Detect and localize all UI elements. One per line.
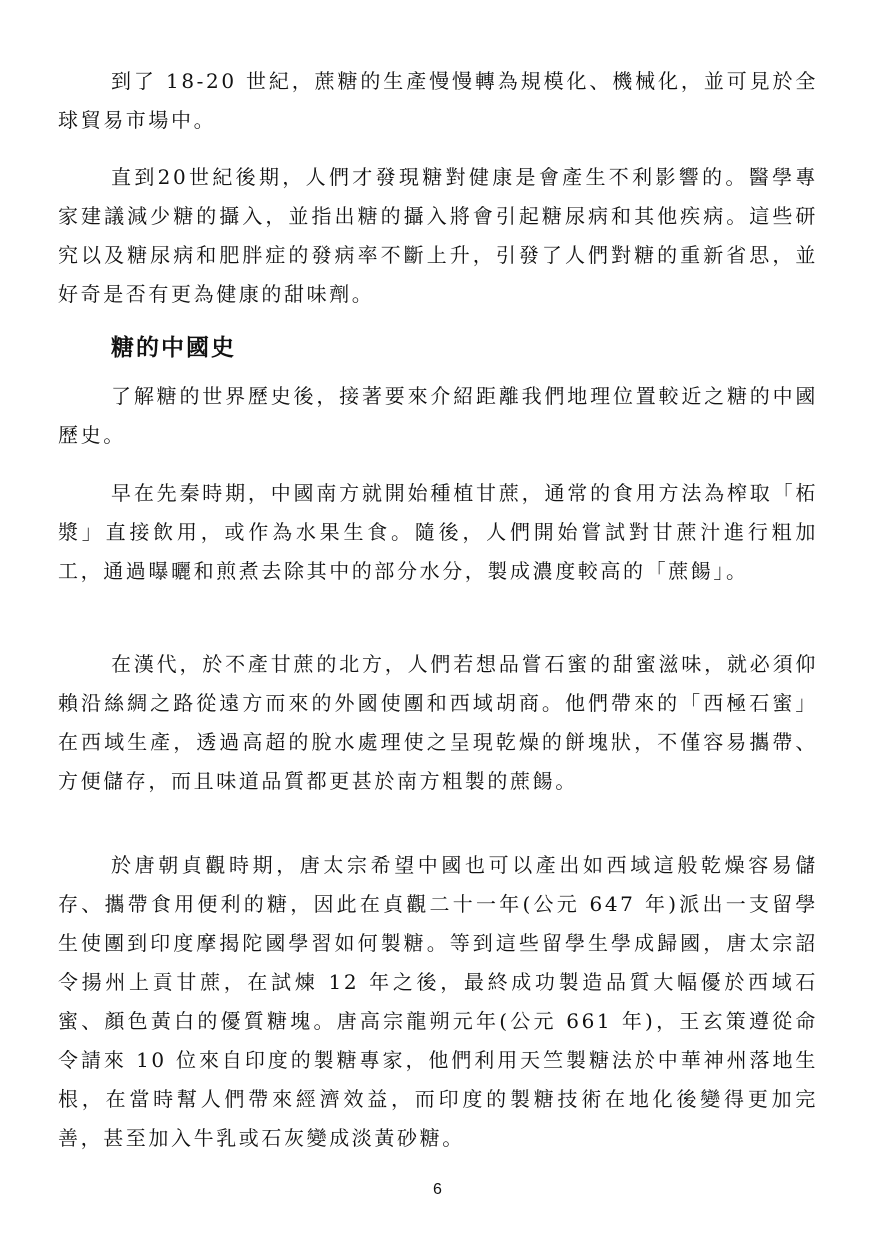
paragraph-pre-qin: 早在先秦時期，中國南方就開始種植甘蔗，通常的食用方法為榨取「柘漿」直接飲用，或作為水果生食。隨後，人們開始嘗試對甘蔗汁進行粗加工，通過曝曬和煎煮去除其中的部分水分，製成濃度較高的「蔗餳」。 — [58, 481, 818, 583]
paragraph-industrialization: 到了 18-20 世紀，蔗糖的生產慢慢轉為規模化、機械化，並可見於全球貿易市場中。 — [58, 69, 818, 132]
paragraph-tang-dynasty: 於唐朝貞觀時期，唐太宗希望中國也可以產出如西域這般乾燥容易儲存、攜帶食用便利的糖，因此在貞觀二十一年(公元 647 年)派出一支留學生使團到印度摩揭陀國學習如何製糖。等到這些留學生學成歸國，唐太宗詔令揚州上貢甘蔗，在試煉 12 年之後，最終成功製造品質大幅優於西域石蜜、顏色黃白的優質糖塊。唐高宗龍朔元年(公元 661 年)，王玄策遵從命令請來 10 位來自印度的製糖專家，他們利用天竺製糖法於中華神州落地生根，在當時幫人們帶來經濟效益，而印度的製糖技術在地化後變得更加完善，甚至加入牛乳或石灰變成淡黃砂糖。 — [58, 853, 818, 1150]
paragraph-han-dynasty: 在漢代，於不產甘蔗的北方，人們若想品嘗石蜜的甜蜜滋味，就必須仰賴沿絲綢之路從遠方而來的外國使團和西域胡商。他們帶來的「西極石蜜」在西域生產，透過高超的脫水處理使之呈現乾燥的餅塊狀，不僅容易攜帶、方便儲存，而且味道品質都更甚於南方粗製的蔗餳。 — [58, 652, 818, 793]
section-heading: 糖的中國史 — [111, 335, 236, 361]
page-number: 6 — [433, 1181, 442, 1198]
paragraph-intro-chinese-history: 了解糖的世界歷史後，接著要來介紹距離我們地理位置較近之糖的中國歷史。 — [58, 384, 818, 447]
paragraph-health-concerns: 直到20世紀後期，人們才發現糖對健康是會產生不利影響的。醫學專家建議減少糖的攝入，並指出糖的攝入將會引起糖尿病和其他疾病。這些研究以及糖尿病和肥胖症的發病率不斷上升，引發了人們對糖的重新省思，並好奇是否有更為健康的甜味劑。 — [58, 165, 818, 306]
